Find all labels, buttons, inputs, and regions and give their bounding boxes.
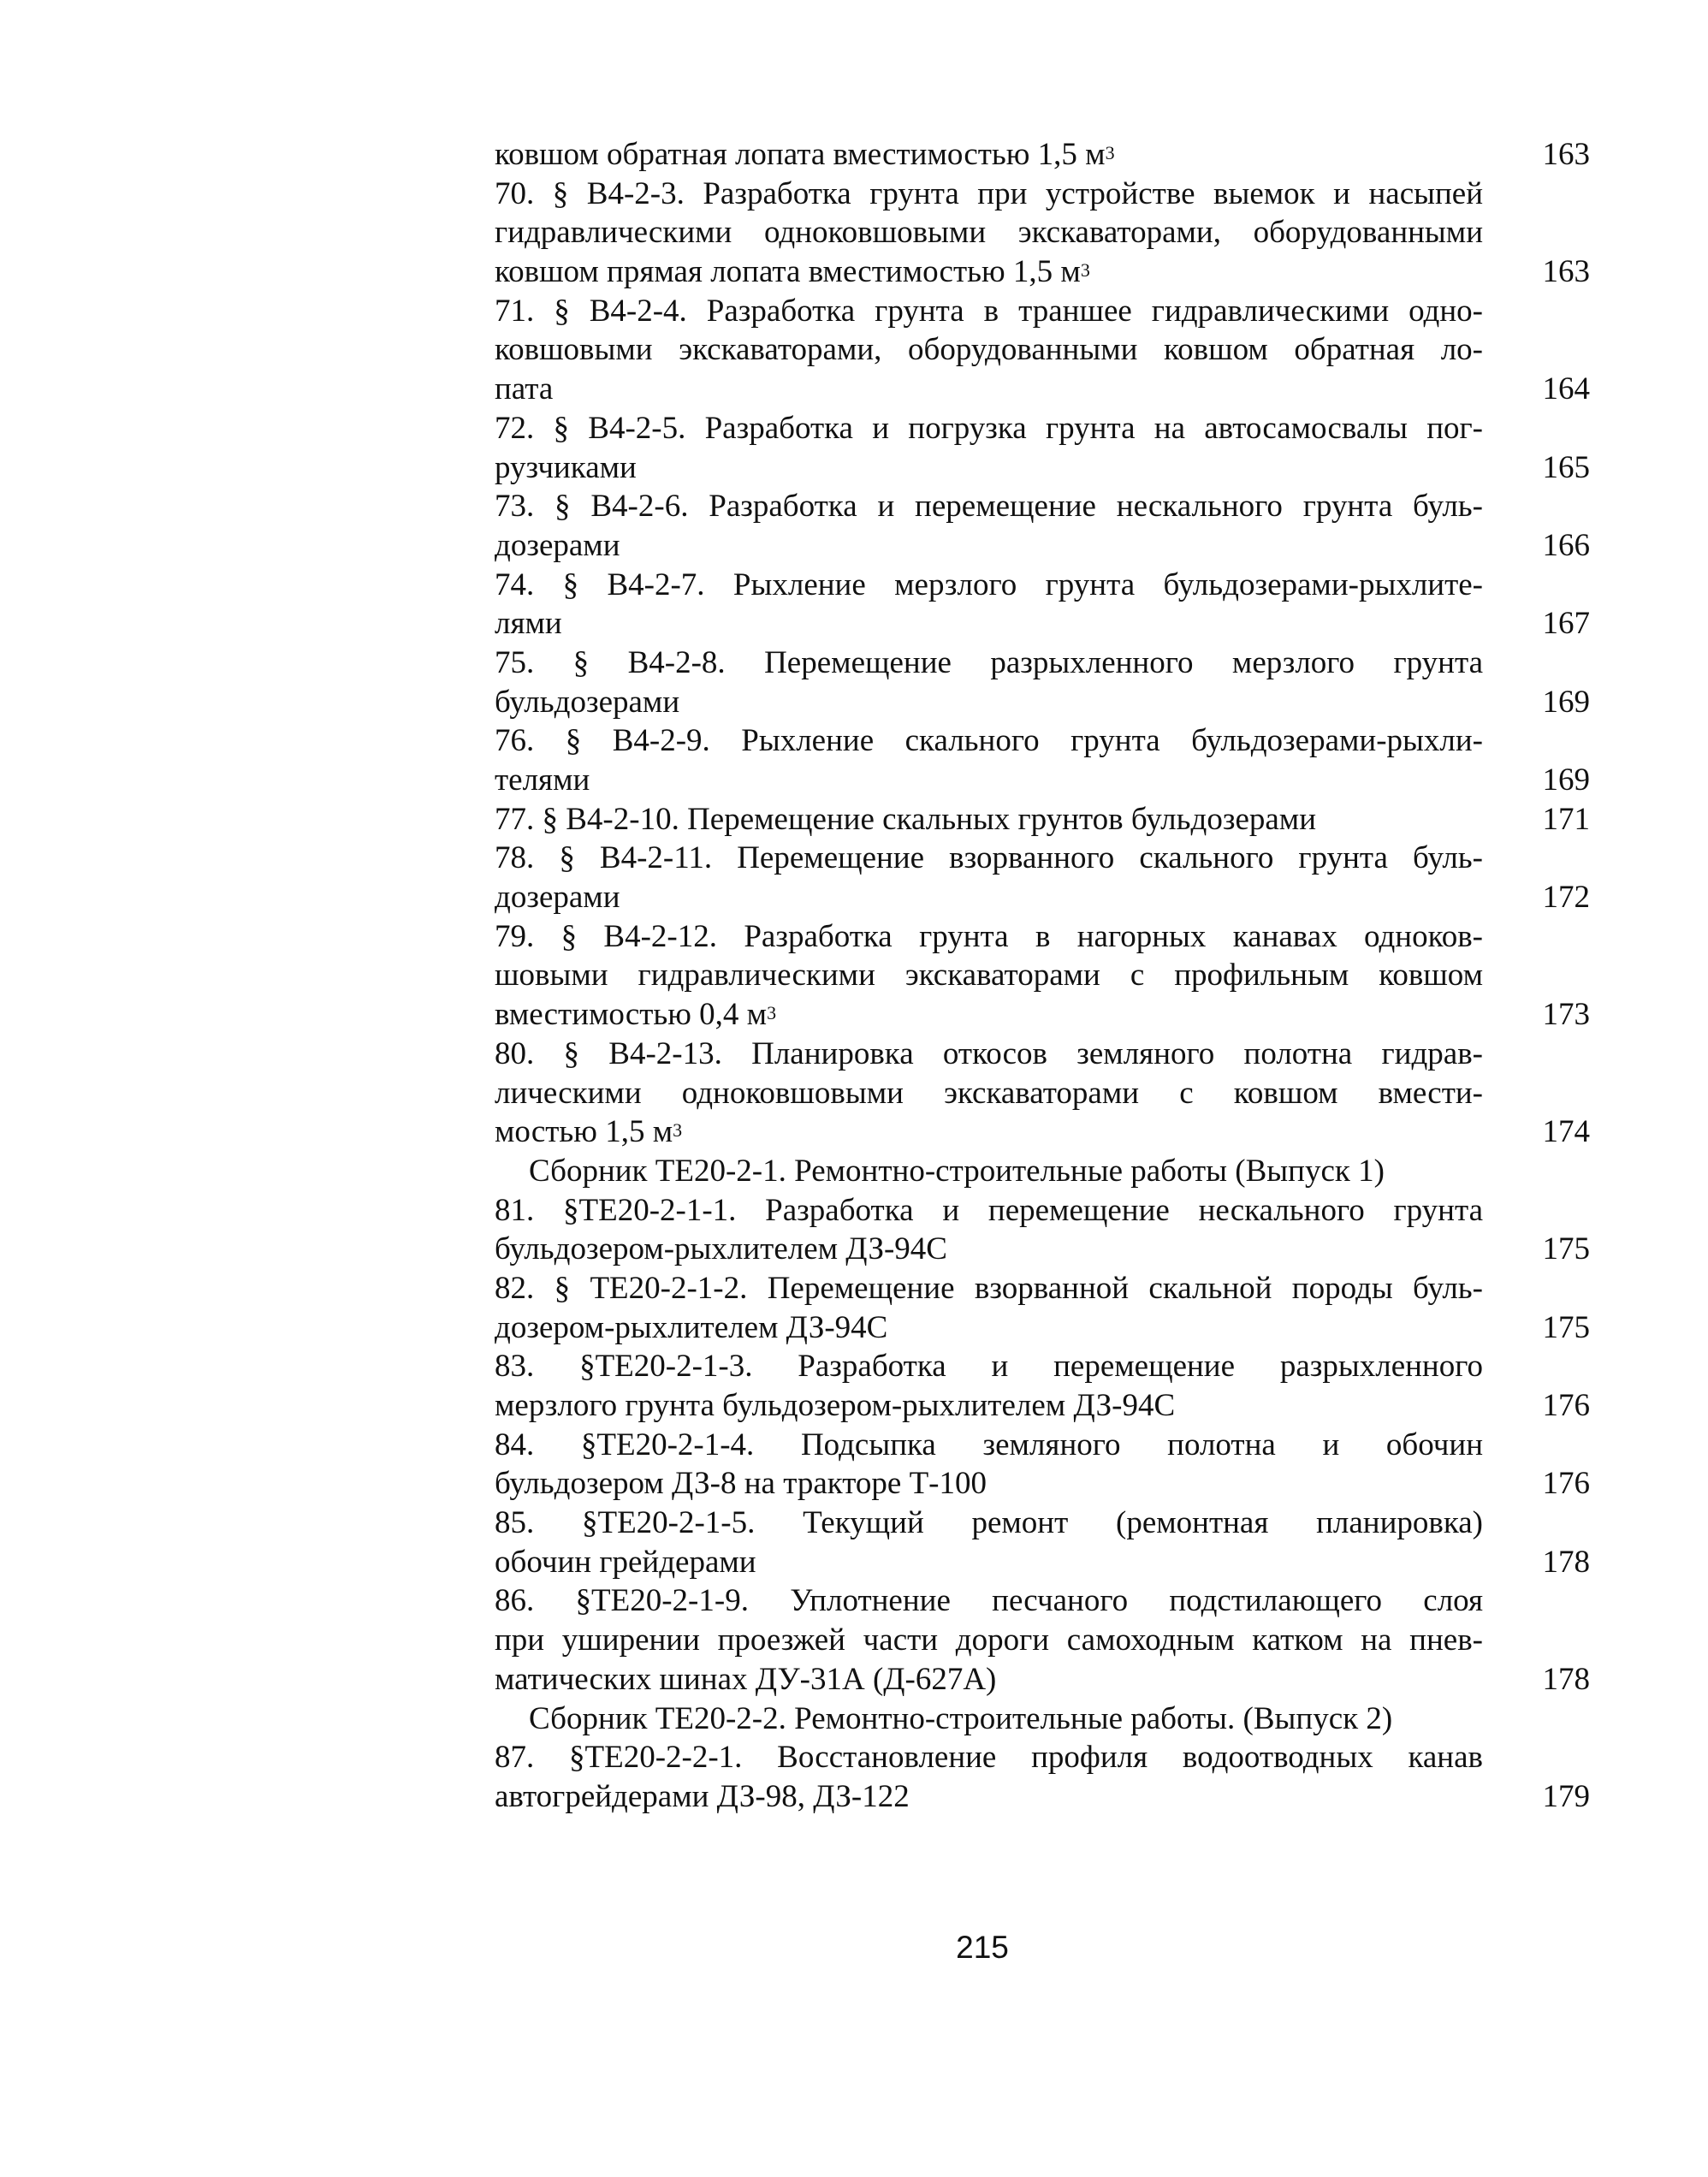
toc-line xyxy=(495,1074,1483,1113)
toc-line-text: пата xyxy=(495,371,554,407)
superscript-exponent: 3 xyxy=(767,1002,777,1024)
toc-line-text: дозерами xyxy=(495,527,620,563)
toc-line xyxy=(495,1699,1590,1739)
page-number: 215 xyxy=(956,1930,1009,1965)
toc-line-text: 80. § В4-2-13. Планировка откосов земляного полотна гидрав- xyxy=(495,1035,1483,1071)
toc-page-number: 165 xyxy=(1542,449,1590,485)
toc-line xyxy=(495,1035,1483,1074)
toc-line-text: 82. § ТЕ20-2-1-2. Перемещение взорванной скальной породы буль- xyxy=(495,1270,1483,1306)
toc-entry xyxy=(495,1347,1590,1425)
toc-line xyxy=(495,1112,1590,1152)
toc-line-text: рузчиками xyxy=(495,449,637,485)
toc-line-text: бульдозером-рыхлителем ДЗ-94С xyxy=(495,1231,947,1267)
toc-entry xyxy=(495,800,1590,839)
toc-line-text: 73. § В4-2-6. Разработка и перемещение нескального грунта буль- xyxy=(495,489,1483,525)
toc-page-number: 163 xyxy=(1542,254,1590,290)
toc-line-text: 74. § В4-2-7. Рыхление мерзлого грунта бульдозерами-рыхлите- xyxy=(495,566,1483,602)
toc-line xyxy=(495,917,1483,957)
toc-line-text: матических шинах ДУ-31А (Д-627А) xyxy=(495,1661,997,1697)
toc-line xyxy=(495,1426,1483,1465)
toc-line xyxy=(495,1777,1590,1817)
toc-entry xyxy=(495,409,1590,487)
toc-line xyxy=(495,956,1483,995)
toc-page-number: 179 xyxy=(1542,1778,1590,1814)
toc-line xyxy=(495,370,1590,409)
toc-line-text: 84. §ТЕ20-2-1-4. Подсыпка земляного полотна и обочин xyxy=(495,1427,1483,1462)
toc-page-number: 175 xyxy=(1542,1309,1590,1345)
toc-page-number: 178 xyxy=(1542,1544,1590,1580)
toc-page-number: 171 xyxy=(1542,801,1590,837)
toc-line xyxy=(495,1543,1590,1582)
toc-line-text: 70. § В4-2-3. Разработка грунта при устройстве выемок и насыпей xyxy=(495,175,1483,211)
toc-line xyxy=(495,1308,1590,1348)
toc-line-text: 72. § В4-2-5. Разработка и погрузка грунта на автосамосвалы пог- xyxy=(495,410,1483,446)
toc-line xyxy=(495,330,1483,370)
toc-entry xyxy=(495,487,1590,565)
toc-page-number: 169 xyxy=(1542,684,1590,720)
toc-line-text: ковшом обратная лопата вместимостью 1,5 м xyxy=(495,137,1106,172)
toc-line-text: 87. §ТЕ20-2-2-1. Восстановление профиля водоотводных канав xyxy=(495,1740,1483,1776)
toc-page-number: 176 xyxy=(1542,1388,1590,1423)
toc-entry xyxy=(495,644,1590,721)
toc-page-number: 166 xyxy=(1542,527,1590,563)
superscript-exponent: 3 xyxy=(1105,142,1115,163)
toc-line xyxy=(495,878,1590,917)
toc-line xyxy=(495,213,1483,252)
toc-entry xyxy=(495,1191,1590,1269)
toc-line-text: вместимостью 0,4 м xyxy=(495,997,768,1033)
toc-line-text: дозерами xyxy=(495,880,620,916)
toc-line xyxy=(495,839,1483,878)
toc-line xyxy=(495,448,1590,488)
toc-line-text: 77. § В4-2-10. Перемещение скальных грунтов бульдозерами xyxy=(495,801,1317,837)
toc-line xyxy=(495,1581,1483,1621)
toc-line-text: бульдозером ДЗ-8 на тракторе Т-100 xyxy=(495,1466,987,1502)
toc-line-text: 83. §ТЕ20-2-1-3. Разработка и перемещение разрыхленного xyxy=(495,1349,1483,1385)
superscript-exponent: 3 xyxy=(1080,259,1090,282)
toc-line xyxy=(495,1152,1590,1191)
toc-line xyxy=(495,487,1483,526)
toc-entry xyxy=(495,566,1590,644)
toc-line-text: 79. § В4-2-12. Разработка грунта в нагорных канавах одноков- xyxy=(495,918,1483,954)
toc-page-number: 178 xyxy=(1542,1661,1590,1697)
toc-line xyxy=(495,409,1483,448)
toc-line xyxy=(495,1738,1483,1777)
toc-line-text: 86. §ТЕ20-2-1-9. Уплотнение песчаного подстилающего слоя xyxy=(495,1583,1483,1619)
toc-line xyxy=(495,644,1483,683)
toc-line-text: автогрейдерами ДЗ-98, ДЗ-122 xyxy=(495,1778,910,1814)
toc-entry xyxy=(495,721,1590,799)
toc-entry xyxy=(495,1504,1590,1581)
toc-line xyxy=(495,604,1590,644)
toc-page-number: 169 xyxy=(1542,762,1590,798)
toc-entry xyxy=(495,175,1590,292)
toc-line xyxy=(495,1191,1483,1231)
toc-line-text: шовыми гидравлическими экскаваторами с профильным ковшом xyxy=(495,958,1483,994)
toc-page-number: 173 xyxy=(1542,997,1590,1033)
toc-line xyxy=(495,1660,1590,1699)
toc-line-text: лическими одноковшовыми экскаваторами с ковшом вмести- xyxy=(495,1075,1483,1111)
toc-line-text: 75. § В4-2-8. Перемещение разрыхленного мерзлого грунта xyxy=(495,644,1483,680)
toc-line xyxy=(495,1230,1590,1269)
toc-entry xyxy=(495,1269,1590,1347)
toc-entry xyxy=(495,1738,1590,1816)
toc-line-text: ковшом прямая лопата вместимостью 1,5 м xyxy=(495,254,1081,290)
toc-line xyxy=(495,1269,1483,1308)
toc-line xyxy=(495,526,1590,566)
toc-line xyxy=(495,1347,1483,1386)
toc-entry xyxy=(495,292,1590,409)
toc-line xyxy=(495,800,1590,839)
toc-line xyxy=(495,1386,1590,1426)
toc-entry xyxy=(495,1035,1590,1152)
toc-line xyxy=(495,1504,1483,1543)
toc-line-text: телями xyxy=(495,762,590,798)
toc-line xyxy=(495,175,1483,214)
toc-line xyxy=(495,292,1483,331)
toc-line-text: 78. § В4-2-11. Перемещение взорванного скального грунта буль- xyxy=(495,840,1483,876)
toc-line-text: обочин грейдерами xyxy=(495,1544,756,1580)
toc-line xyxy=(495,683,1590,722)
toc-line-text: 81. §ТЕ20-2-1-1. Разработка и перемещение нескального грунта xyxy=(495,1192,1483,1228)
toc-line-text: 71. § В4-2-4. Разработка грунта в траншее гидравлическими одно- xyxy=(495,293,1483,329)
toc-line xyxy=(495,1464,1590,1504)
toc-line xyxy=(495,135,1590,175)
superscript-exponent: 3 xyxy=(673,1119,683,1142)
toc-entry xyxy=(495,1581,1590,1699)
toc-page-number: 163 xyxy=(1542,137,1590,172)
toc-section-heading xyxy=(495,1152,1590,1191)
toc-line xyxy=(495,721,1483,761)
toc-line-text: 85. §ТЕ20-2-1-5. Текущий ремонт (ремонтная планировка) xyxy=(495,1505,1483,1541)
toc-page-number: 164 xyxy=(1542,371,1590,407)
toc-line-text: бульдозерами xyxy=(495,684,680,720)
toc-line-text: мерзлого грунта бульдозером-рыхлителем ДЗ-94С xyxy=(495,1388,1176,1423)
toc-page-number: 175 xyxy=(1542,1231,1590,1267)
toc-page-number: 176 xyxy=(1542,1466,1590,1502)
toc-entry xyxy=(495,135,1590,175)
toc-line-text: при уширении проезжей части дороги самоходным катком на пнев- xyxy=(495,1622,1483,1658)
toc-line-text: 76. § В4-2-9. Рыхление скального грунта бульдозерами-рыхли- xyxy=(495,723,1483,759)
toc-entry xyxy=(495,839,1590,916)
toc-line xyxy=(495,252,1590,292)
toc-line-text: лями xyxy=(495,606,562,642)
toc-line-text: гидравлическими одноковшовыми экскаваторами, оборудованными xyxy=(495,215,1483,251)
toc-entry xyxy=(495,917,1590,1035)
toc-page-number: 167 xyxy=(1542,606,1590,642)
table-of-contents xyxy=(495,135,1590,1817)
toc-line xyxy=(495,1621,1483,1660)
toc-section-heading xyxy=(495,1699,1590,1739)
toc-line xyxy=(495,761,1590,800)
toc-line-text: Сборник ТЕ20-2-1. Ремонтно-строительные работы (Выпуск 1) xyxy=(529,1153,1385,1189)
toc-line-text: ковшовыми экскаваторами, оборудованными ковшом обратная ло- xyxy=(495,332,1483,368)
toc-line xyxy=(495,566,1483,605)
toc-page-number: 172 xyxy=(1542,880,1590,916)
toc-entry xyxy=(495,1426,1590,1504)
toc-line-text: дозером-рыхлителем ДЗ-94С xyxy=(495,1309,888,1345)
toc-line-text: мостью 1,5 м xyxy=(495,1114,673,1150)
toc-line-text: Сборник ТЕ20-2-2. Ремонтно-строительные работы. (Выпуск 2) xyxy=(529,1700,1393,1736)
toc-page-number: 174 xyxy=(1542,1114,1590,1150)
toc-line xyxy=(495,995,1590,1035)
